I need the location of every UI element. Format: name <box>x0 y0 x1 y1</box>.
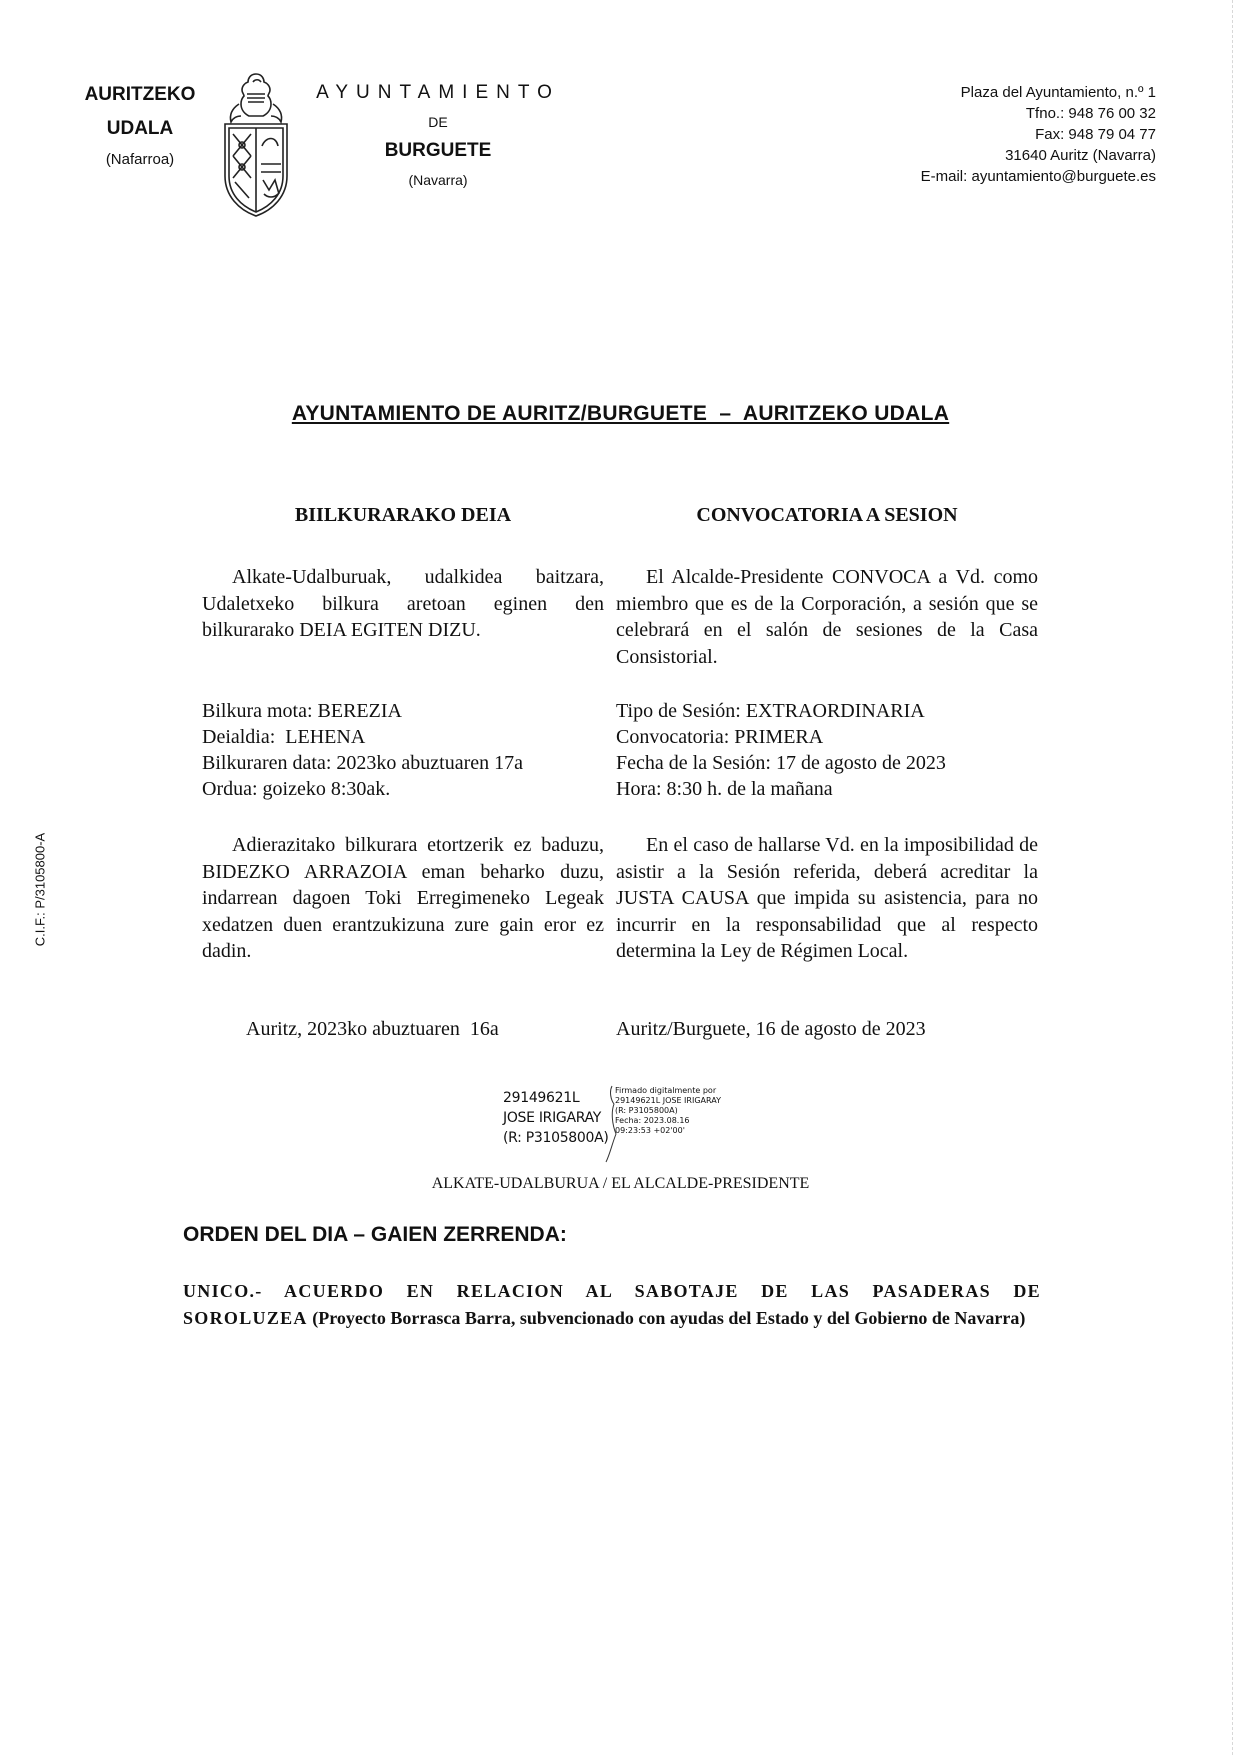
page-edge-line <box>1232 0 1233 1755</box>
contact-address: Plaza del Ayuntamiento, n.º 1 <box>960 84 1156 101</box>
spanish-detail-time: Hora: 8:30 h. de la mañana <box>616 778 833 800</box>
spanish-details <box>616 698 1038 802</box>
basque-heading: BIILKURARAKO DEIA <box>294 504 512 526</box>
basque-detail-call: Deialdia: LEHENA <box>202 726 366 748</box>
header-spanish-line3: BURGUETE <box>384 140 492 161</box>
signer-role: ALKATE-UDALBURUA / EL ALCALDE-PRESIDENTE <box>431 1175 810 1192</box>
basque-notice: Adierazitako bilkurara etortzerik ez baduzu, BIDEZKO ARRAZOIA eman beharko duzu, indarrean dagoen Toki Erregimeneko Legeak xedatzen duen erantzukizuna zure gain eror ez dadin. <box>202 834 604 962</box>
header-basque-line1: AURITZEKO <box>84 84 196 105</box>
contact-fax: Fax: 948 79 04 77 <box>1035 126 1156 143</box>
spanish-intro: El Alcalde-Presidente CONVOCA a Vd. como miembro que es de la Corporación, a sesión que se celebrará en el salón de sesiones de la Casa Consistorial. <box>616 566 1038 668</box>
contact-block <box>921 82 1156 187</box>
spanish-date: Auritz/Burguete, 16 de agosto de 2023 <box>616 1018 926 1040</box>
signature-id-line1: 29149621L <box>503 1090 580 1106</box>
basque-detail-type: Bilkura mota: BEREZIA <box>202 700 402 722</box>
signature-detail-line5: 09:23:53 +02'00' <box>615 1126 685 1135</box>
header-spanish-line1: AYUNTAMIENTO <box>316 82 560 103</box>
signature-detail-line4: Fecha: 2023.08.16 <box>615 1116 690 1125</box>
spanish-detail-type: Tipo de Sesión: EXTRAORDINARIA <box>616 700 925 722</box>
signature-id-line2: JOSE IRIGARAY <box>503 1110 602 1126</box>
agenda-item-caps: UNICO.- ACUERDO EN RELACION AL SABOTAJE DE LAS PASADERAS DE SOROLUZEA <box>183 1281 1041 1328</box>
header-basque-line2: UDALA <box>106 118 174 139</box>
spanish-detail-call: Convocatoria: PRIMERA <box>616 726 824 748</box>
spanish-detail-date: Fecha de la Sesión: 17 de agosto de 2023 <box>616 752 946 774</box>
contact-postal: 31640 Auritz (Navarra) <box>1005 147 1156 164</box>
agenda-title: ORDEN DEL DIA – GAIEN ZERRENDA: <box>183 1223 567 1246</box>
header-spanish-line4: (Navarra) <box>408 172 468 188</box>
signature-details <box>615 1086 721 1136</box>
cif-side-text: C.I.F.: P/3105800-A <box>32 832 48 947</box>
header-spanish-line2: DE <box>428 114 448 130</box>
basque-details <box>202 698 604 802</box>
contact-email: E-mail: ayuntamiento@burguete.es <box>920 168 1156 185</box>
signature-id <box>503 1088 609 1148</box>
header-spanish <box>300 78 576 194</box>
signature-detail-line3: (R: P3105800A) <box>615 1106 678 1115</box>
header-basque-line3: (Nafarroa) <box>105 151 175 168</box>
agenda-item <box>183 1278 1041 1332</box>
basque-detail-date: Bilkuraren data: 2023ko abuztuaren 17a <box>202 752 523 774</box>
basque-intro: Alkate-Udalburuak, udalkidea baitzara, Udaletxeko bilkura aretoan eginen den bilkurarako DEIA EGITEN DIZU. <box>202 566 604 641</box>
spanish-heading: CONVOCATORIA A SESION <box>696 504 958 526</box>
signature-detail-line1: Firmado digitalmente por <box>615 1086 717 1095</box>
spanish-notice: En el caso de hallarse Vd. en la imposibilidad de asistir a la Sesión referida, deberá acreditar la JUSTA CAUSA que impida su asistencia, para no incurrir en la responsabilidad que al respecto determina la Ley de Régimen Local. <box>616 834 1038 962</box>
header-basque <box>60 78 220 174</box>
coat-of-arms-logo <box>217 70 295 226</box>
agenda-item-rest: (Proyecto Borrasca Barra, subvencionado con ayudas del Estado y del Gobierno de Navarra) <box>307 1308 1026 1328</box>
contact-phone: Tfno.: 948 76 00 32 <box>1025 105 1156 122</box>
signature-detail-line2: 29149621L JOSE IRIGARAY <box>615 1096 721 1105</box>
document-title: AYUNTAMIENTO DE AURITZ/BURGUETE – AURITZEKO UDALA <box>291 402 950 425</box>
signature-id-line3: (R: P3105800A) <box>503 1130 609 1146</box>
basque-date: Auritz, 2023ko abuztuaren 16a <box>246 1018 499 1040</box>
basque-detail-time: Ordua: goizeko 8:30ak. <box>202 778 391 800</box>
